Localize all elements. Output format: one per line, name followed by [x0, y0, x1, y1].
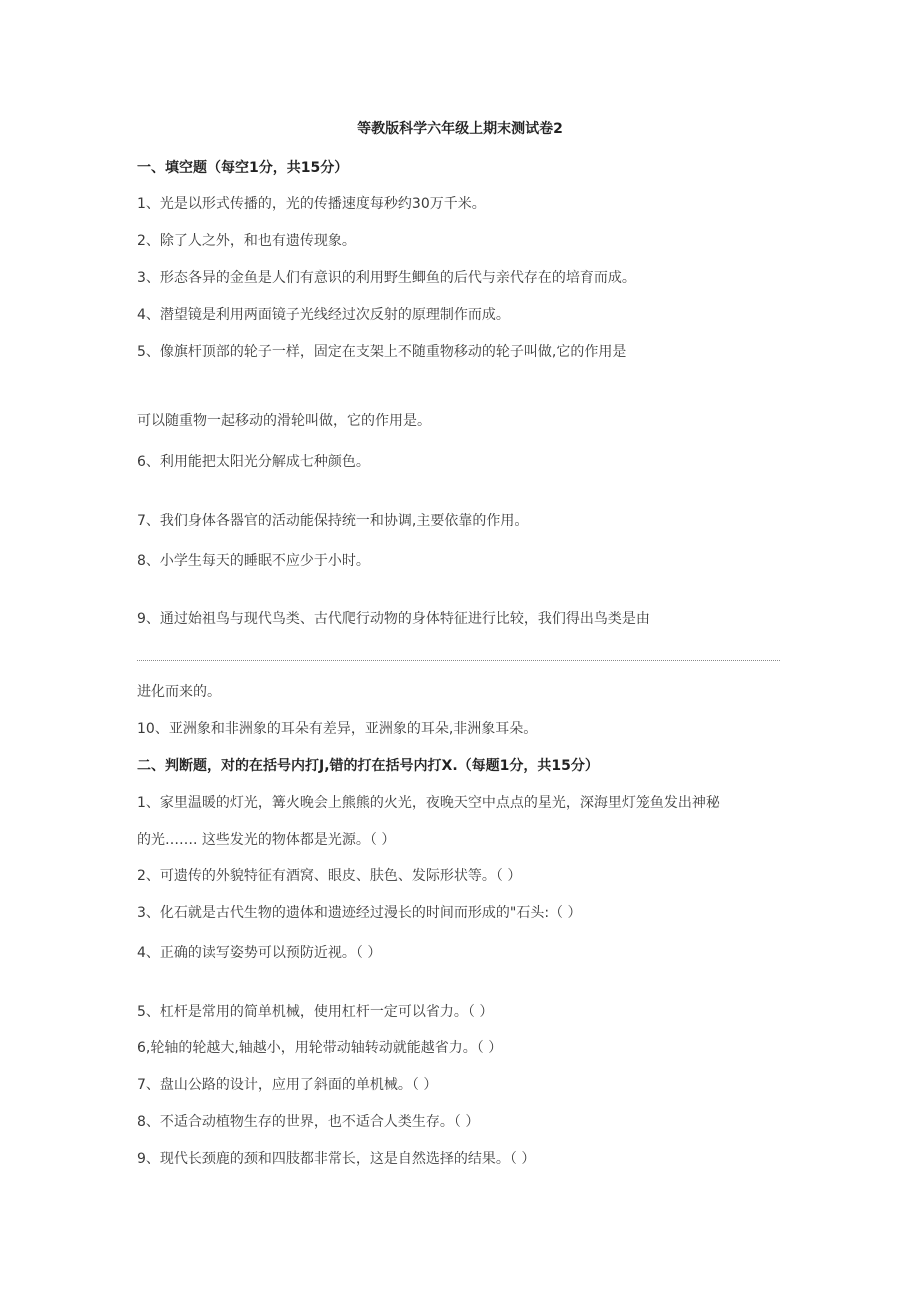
page-title: 等教版科学六年级上期末测试卷2 [357, 121, 563, 137]
question-line: 的光……. 这些发光的物体都是光源。（ ） [137, 832, 396, 848]
question-line: 1、光是以形式传播的，光的传播速度每秒约30万千米。 [137, 196, 486, 212]
question-line: 6,轮轴的轮越大,轴越小，用轮带动轴转动就能越省力。（ ） [137, 1040, 503, 1056]
question-line: 9、通过始祖鸟与现代鸟类、古代爬行动物的身体特征进行比较，我们得出鸟类是由 [137, 611, 650, 627]
question-line: 5、杠杆是常用的简单机械，使用杠杆一定可以省力。（ ） [137, 1004, 494, 1020]
question-line: 8、小学生每天的睡眠不应少于小时。 [137, 553, 370, 569]
question-line: 3、化石就是古代生物的遗体和遗迹经过漫长的时间而形成的"石头:（ ） [137, 905, 582, 921]
question-line: 6、利用能把太阳光分解成七种颜色。 [137, 454, 370, 470]
question-line: 1、家里温暖的灯光，篝火晚会上熊熊的火光，夜晚天空中点点的星光，深海里灯笼鱼发出神秘 [137, 795, 720, 811]
question-line: 4、正确的读写姿势可以预防近视。（ ） [137, 945, 382, 961]
question-line: 5、像旗杆顶部的轮子一样，固定在支架上不随重物移动的轮子叫做,它的作用是 [137, 344, 627, 360]
question-line: 2、除了人之外，和也有遗传现象。 [137, 233, 356, 249]
question-line: 7、我们身体各器官的活动能保持统一和协调,主要依靠的作用。 [137, 513, 529, 529]
question-line: 3、形态各异的金鱼是人们有意识的利用野生鲫鱼的后代与亲代存在的培育而成。 [137, 270, 636, 286]
section-heading-fill-blank: 一、填空题（每空1分，共15分） [137, 160, 349, 176]
question-line: 8、不适合动植物生存的世界，也不适合人类生存。（ ） [137, 1114, 480, 1130]
question-line: 可以随重物一起移动的滑轮叫做，它的作用是。 [137, 413, 431, 429]
question-line: 4、潜望镜是利用两面镜子光线经过次反射的原理制作而成。 [137, 307, 510, 323]
question-line: 2、可遗传的外貌特征有酒窝、眼皮、肤色、发际形状等。（ ） [137, 868, 522, 884]
question-line: 进化而来的。 [137, 684, 221, 700]
section-heading-true-false: 二、判断题，对的在括号内打J,错的打在括号内打X.（每题1分，共15分） [137, 758, 599, 774]
answer-blank-rule [137, 660, 780, 661]
question-line: 9、现代长颈鹿的颈和四肢都非常长，这是自然选择的结果。（ ） [137, 1151, 536, 1167]
question-line: 10、亚洲象和非洲象的耳朵有差异，亚洲象的耳朵,非洲象耳朵。 [137, 721, 538, 737]
question-line: 7、盘山公路的设计，应用了斜面的单机械。（ ） [137, 1077, 438, 1093]
